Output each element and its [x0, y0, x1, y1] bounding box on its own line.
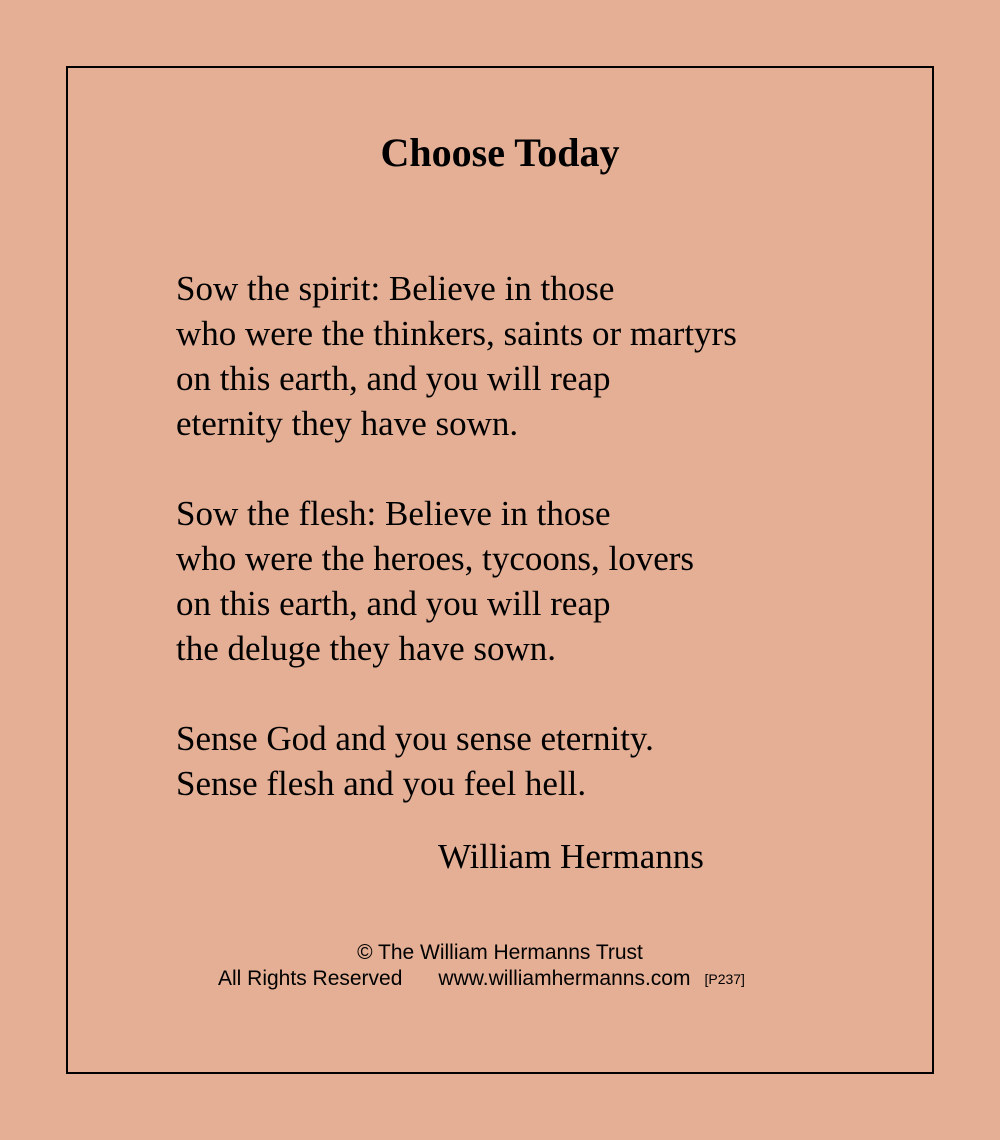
rights-text: All Rights Reserved: [218, 967, 403, 990]
poem-line: Sow the flesh: Believe in those: [176, 494, 611, 533]
footer-line: [218, 966, 745, 992]
copyright-notice: © The William Hermanns Trust: [357, 941, 643, 964]
stanza-3: [176, 716, 737, 806]
poem-body: [176, 266, 737, 806]
poem-line: the deluge they have sown.: [176, 629, 557, 668]
poem-line: on this earth, and you will reap: [176, 359, 611, 398]
poem-code: [P237]: [704, 971, 745, 987]
poem-line: who were the thinkers, saints or martyrs: [176, 314, 737, 353]
poem-line: who were the heroes, tycoons, lovers: [176, 539, 695, 578]
poem-line: on this earth, and you will reap: [176, 584, 611, 623]
poem-line: eternity they have sown.: [176, 404, 519, 443]
website-link[interactable]: www.williamhermanns.com: [438, 967, 691, 990]
stanza-2: [176, 491, 737, 671]
poem-line: Sense God and you sense eternity.: [176, 719, 654, 758]
poem-line: Sow the spirit: Believe in those: [176, 269, 615, 308]
poem-title: Choose Today: [380, 130, 620, 175]
author-signature: William Hermanns: [438, 837, 704, 876]
poem-line: Sense flesh and you feel hell.: [176, 764, 587, 803]
stanza-1: [176, 266, 737, 446]
